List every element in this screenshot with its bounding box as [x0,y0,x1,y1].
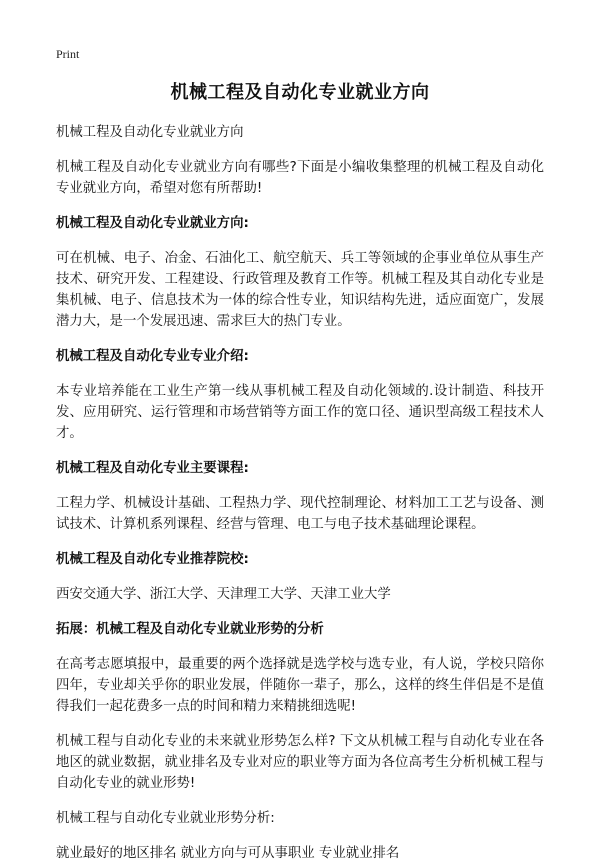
employment-direction-paragraph: 可在机械、电子、冶金、石油化工、航空航天、兵工等领域的企事业单位从事生产技术、研究开发、工程建设、行政管理及教育工作等。机械工程及其自动化专业是集机械、电子、信息技术为一体的综合性专业，知识结构先进，适应面宽广，发展潜力大，是一个发展迅速、需求巨大的热门专业。 [56,251,544,329]
main-courses-paragraph: 工程力学、机械设计基础、工程热力学、现代控制理论、材料加工工艺与设备、测试技术、计算机系列课程、经营与管理、电工与电子技术基础理论课程。 [56,496,544,532]
recommended-schools-paragraph: 西安交通大学、浙江大学、天津理工大学、天津工业大学 [56,587,391,602]
intro-paragraph: 机械工程及自动化专业就业方向有哪些?下面是小编收集整理的机械工程及自动化专业就业方向，希望对您有所帮助! [56,160,544,196]
heading-recommended-schools: 机械工程及自动化专业推荐院校: [56,552,249,567]
extension-paragraph-2: 机械工程与自动化专业的未来就业形势怎么样? 下文从机械工程与自动化专业在各地区的就业数据，就业排名及专业对应的职业等方面为各位高考生分析机械工程与自动化专业的就业形势! [56,734,544,791]
heading-major-introduction: 机械工程及自动化专业专业介绍: [56,349,249,364]
extension-paragraph-1: 在高考志愿填报中，最重要的两个选择就是选学校与选专业，有人说，学校只陪你四年，专业却关乎你的职业发展，伴随你一辈子，那么，这样的终生伴侣是不是值得我们一起花费多一点的时间和精力来精挑细选呢! [56,657,544,714]
heading-extension-analysis: 拓展：机械工程及自动化专业就业形势的分析 [56,622,324,637]
print-label: Print [56,47,80,61]
page-title: 机械工程及自动化专业就业方向 [170,82,430,103]
heading-employment-direction: 机械工程及自动化专业就业方向: [56,216,249,231]
heading-main-courses: 机械工程及自动化专业主要课程: [56,461,249,476]
major-introduction-paragraph: 本专业培养能在工业生产第一线从事机械工程及自动化领域的.设计制造、科技开发、应用研究、运行管理和市场营销等方面工作的宽口径、通识型高级工程技术人才。 [56,384,544,441]
extension-paragraph-4: 就业最好的地区排名 就业方向与可从事职业 专业就业排名 [56,846,400,861]
extension-paragraph-3: 机械工程与自动化专业就业形势分析: [56,811,275,826]
intro-title: 机械工程及自动化专业就业方向 [56,125,244,140]
